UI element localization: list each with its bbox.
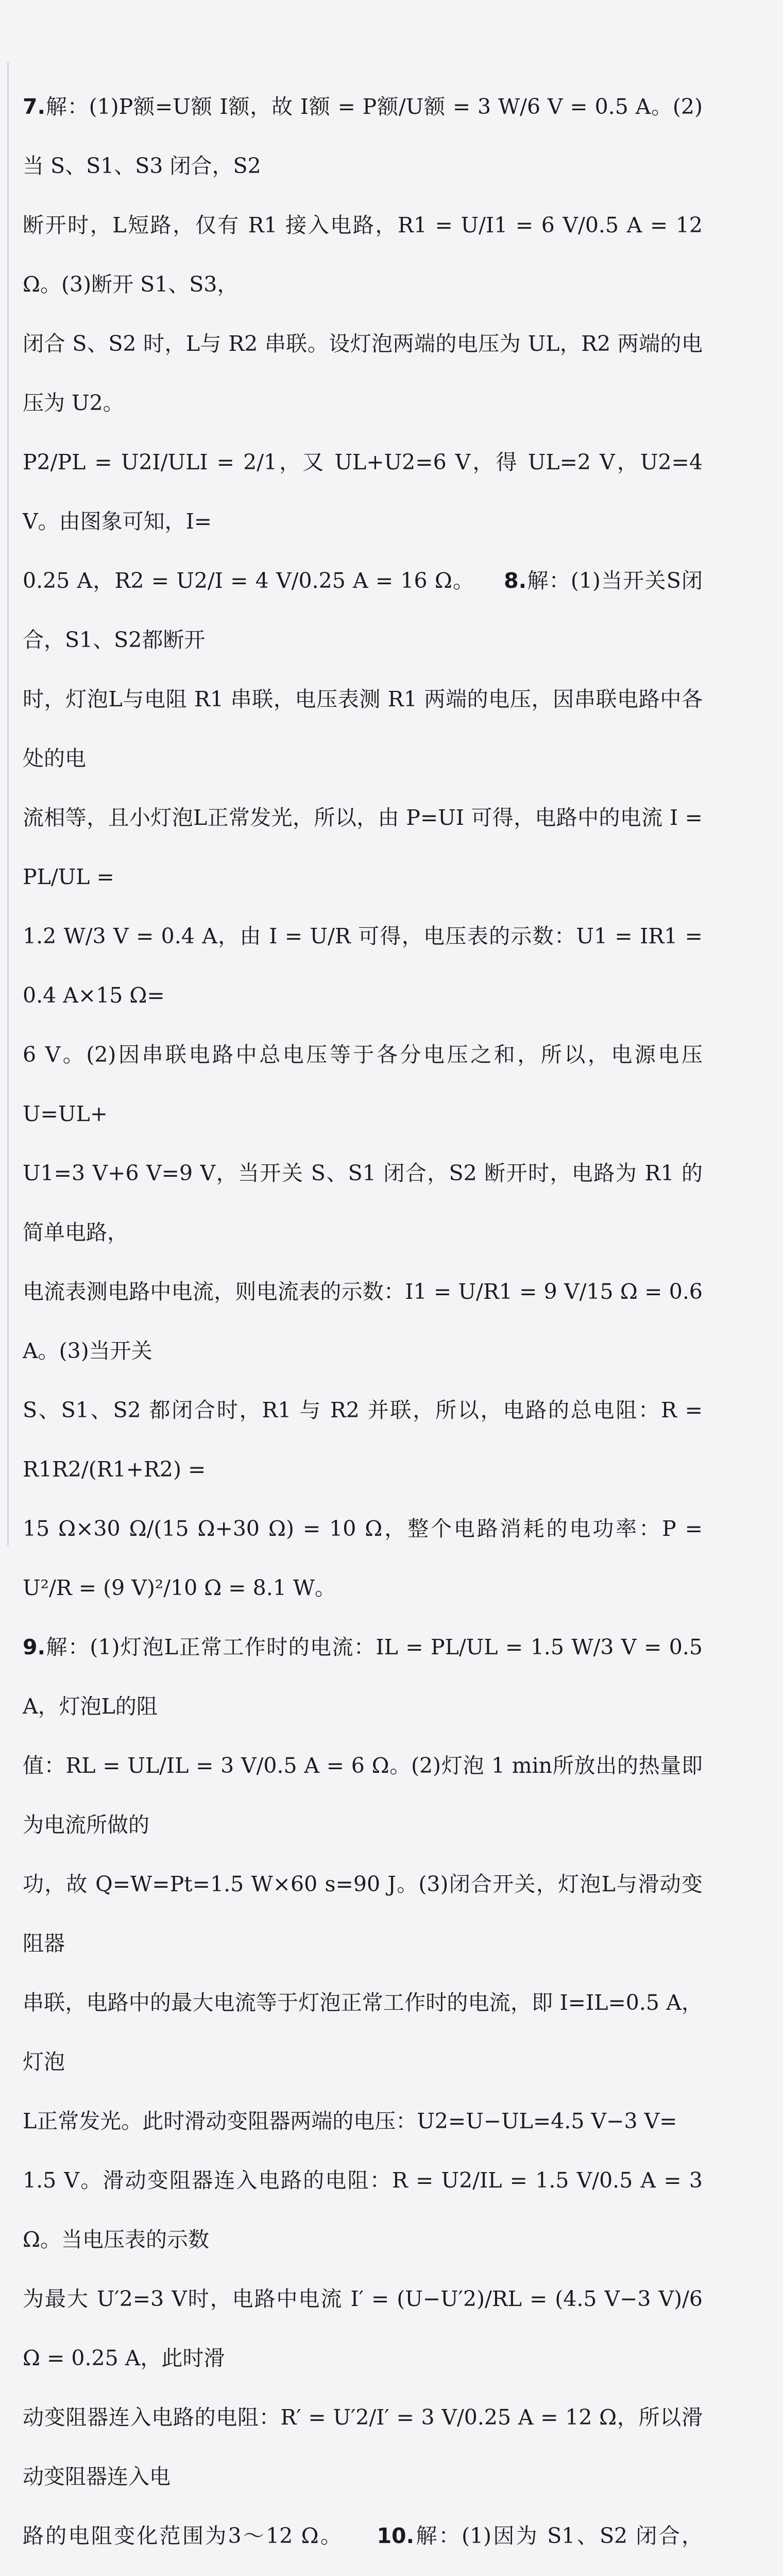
answer-line: 功，故 Q=W=Pt=1.5 W×60 s=90 J。(3)闭合开关，灯泡L与滑动变阻器 (23, 1872, 703, 1956)
problem-9 (23, 1618, 703, 2576)
problem-7 (23, 77, 703, 1618)
answer-line: 串联，电路中的最大电流等于灯泡正常工作时的电流，即 I=IL=0.5 A，灯泡 (23, 1990, 703, 2074)
margin-rule (7, 62, 9, 1546)
problem-number: 8. (504, 568, 527, 593)
answer-line: 时，灯泡L与电阻 R1 串联，电压表测 R1 两端的电压，因串联电路中各处的电 (23, 687, 703, 771)
answer-line: 为最大 U′2=3 V时，电路中电流 I′ = (U−U′2)/RL = (4.5 V−3 V)/6 Ω = 0.25 A，此时滑 (23, 2286, 703, 2370)
answer-line: S、S1、S2 都闭合时，R1 与 R2 并联，所以，电路的总电阻：R = R1R2/(R1+R2) = (23, 1398, 703, 1482)
answer-line: P2/PL = U2I/ULI = 2/1，又 UL+U2=6 V，得 UL=2 V，U2=4 V。由图象可知，I= (23, 450, 703, 534)
answer-line: 动变阻器连入电路的电阻：R′ = U′2/I′ = 3 V/0.25 A = 12 Ω，所以滑动变阻器连入电 (23, 2405, 703, 2489)
answer-line: U1=3 V+6 V=9 V，当开关 S、S1 闭合，S2 断开时，电路为 R1 的简单电路， (23, 1161, 703, 1245)
problem-number: 9. (23, 1635, 46, 1659)
answer-line: 解：(1)灯泡L正常工作时的电流：IL = PL/UL = 1.5 W/3 V = 0.5 A，灯泡L的阻 (23, 1635, 703, 1719)
answer-line: 路的电阻变化范围为3～12 Ω。 (23, 2523, 344, 2548)
answer-line: L正常发光。此时滑动变阻器两端的电压：U2=U−UL=4.5 V−3 V= (23, 2109, 677, 2133)
answer-line: 6 V。(2)因串联电路中总电压等于各分电压之和，所以，电源电压 U=UL+ (23, 1042, 703, 1126)
answer-line: 1.2 W/3 V = 0.4 A，由 I = U/R 可得，电压表的示数：U1 = IR1 = 0.4 A×15 Ω= (23, 924, 703, 1008)
answer-content (23, 77, 703, 2576)
answer-line: 15 Ω×30 Ω/(15 Ω+30 Ω) = 10 Ω，整个电路消耗的电功率：P = U²/R = (9 V)²/10 Ω = 8.1 W。 (23, 1516, 703, 1600)
answer-line: 闭合 S、S2 时，L与 R2 串联。设灯泡两端的电压为 UL，R2 两端的电压为 U2。 (23, 331, 703, 415)
answer-line: 解：(1)因为 S1、S2 闭合， (414, 2523, 703, 2548)
answer-line: 1.5 V。滑动变阻器连入电路的电阻：R = U2/IL = 1.5 V/0.5 A = 3 Ω。当电压表的示数 (23, 2168, 703, 2252)
answer-line: 断开时，L短路，仅有 R1 接入电路，R1 = U/I1 = 6 V/0.5 A = 12 Ω。(3)断开 S1、S3， (23, 213, 703, 297)
answer-line: 解：(1)P额=U额 I额，故 I额 = P额/U额 = 3 W/6 V = 0.5 A。(2)当 S、S1、S3 闭合，S2 (23, 94, 703, 178)
answer-line: 值：RL = UL/IL = 3 V/0.5 A = 6 Ω。(2)灯泡 1 min所放出的热量即为电流所做的 (23, 1753, 703, 1837)
answer-line: 流相等，且小灯泡L正常发光，所以，由 P=UI 可得，电路中的电流 I = PL/UL = (23, 805, 703, 889)
problem-number: 7. (23, 94, 46, 119)
answer-line: 0.25 A，R2 = U2/I = 4 V/0.25 A = 16 Ω。 (23, 568, 475, 593)
answer-line: 解：(1)当开关S闭合，S1、S2都断开 (23, 568, 703, 652)
problem-number: 10. (377, 2523, 415, 2548)
answer-line: 电流表测电路中电流，则电流表的示数：I1 = U/R1 = 9 V/15 Ω = 0.6 A。(3)当开关 (23, 1279, 703, 1363)
